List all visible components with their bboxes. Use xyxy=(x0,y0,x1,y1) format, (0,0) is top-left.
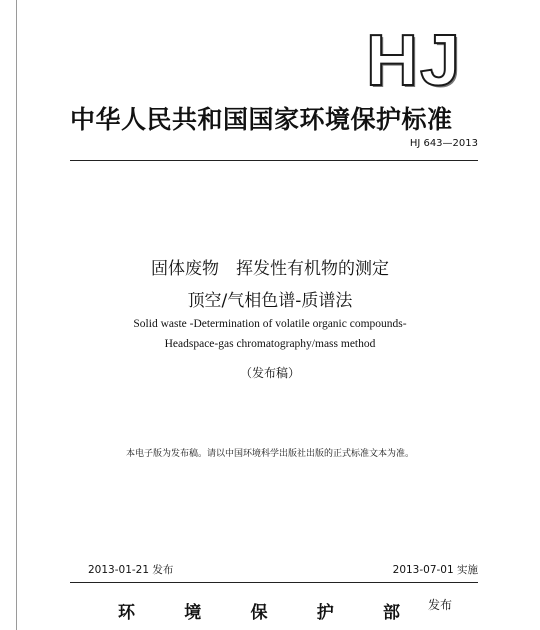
bottom-divider xyxy=(70,582,478,583)
implementation-date: 2013-07-01 实施 xyxy=(392,564,478,576)
ministry-char: 部 xyxy=(383,603,400,623)
title-cn-line2: 顶空/气相色谱-质谱法 xyxy=(187,291,353,311)
top-divider xyxy=(70,160,478,161)
electronic-version-notice: 本电子版为发布稿。请以中国环境科学出版社出版的正式标准文本为准。 xyxy=(125,449,414,459)
title-cn-line1: 固体废物 挥发性有机物的测定 xyxy=(151,259,389,279)
draft-label: （发布稿） xyxy=(239,366,300,380)
standard-number: HJ 643—2013 xyxy=(409,138,478,149)
publish-label: 发布 xyxy=(428,598,453,612)
ministry-char: 境 xyxy=(184,603,202,623)
title-en-line1: Solid waste -Determination of volatile organic compounds- xyxy=(133,318,407,330)
ministry-char: 护 xyxy=(316,603,334,623)
issue-date: 2013-01-21 发布 xyxy=(88,564,174,576)
page-left-border xyxy=(16,0,17,630)
ministry-char: 保 xyxy=(250,603,268,623)
issuing-ministry xyxy=(118,598,400,623)
hj-logo: HJ xyxy=(365,21,463,101)
title-en-line2: Headspace-gas chromatography/mass method xyxy=(164,338,376,350)
ministry-char: 环 xyxy=(118,603,135,623)
org-title: 中华人民共和国国家环境保护标准 xyxy=(70,105,453,134)
